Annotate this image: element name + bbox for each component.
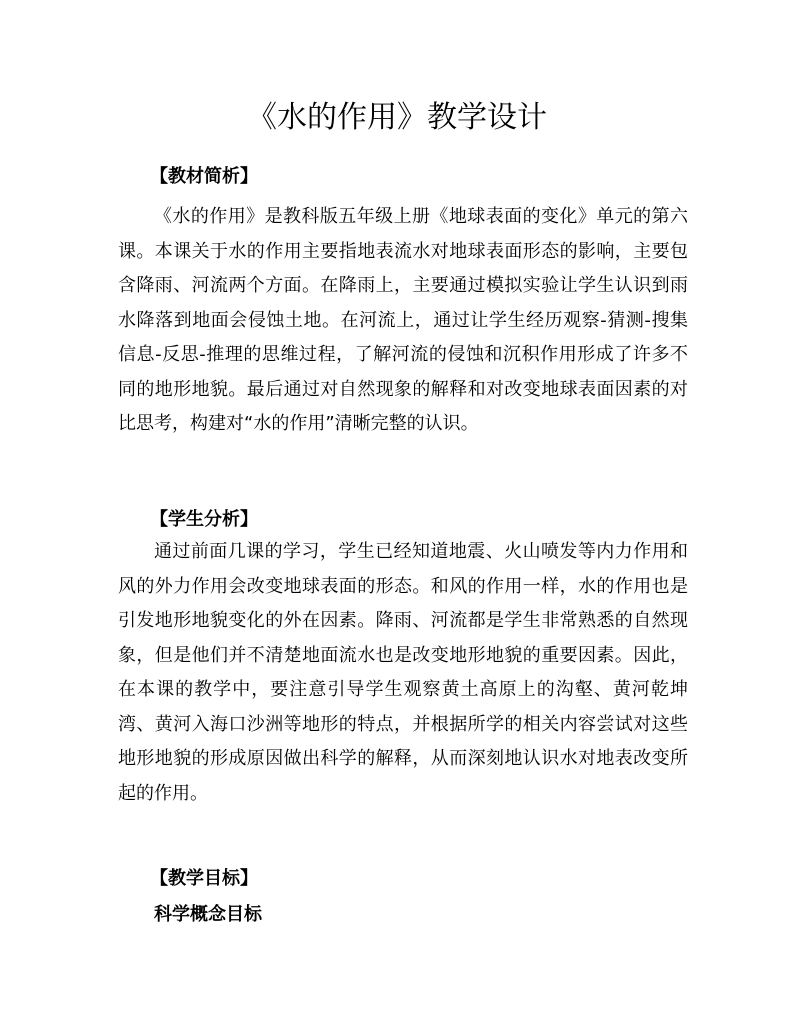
section-subheading: 科学概念目标: [154, 904, 262, 925]
section-heading: 【教材简析】: [150, 166, 258, 187]
section-paragraph: 《水的作用》是教科版五年级上册《地球表面的变化》单元的第六课。本课关于水的作用主要指地表流水对地球表面形态的影响，主要包含降雨、河流两个方面。在降雨上，主要通过模拟实验让学生认识到雨水降落到地面会侵蚀土地。在河流上，通过让学生经历观察-猜测-搜集信息-反思-推理的思维过程，了解河流的侵蚀和沉积作用形成了许多不同的地形地貌。最后通过对自然现象的解释和对改变地球表面因素的对比思考，构建对“水的作用”清晰完整的认识。: [118, 206, 688, 434]
section-paragraph: 通过前面几课的学习，学生已经知道地震、火山喷发等内力作用和风的外力作用会改变地球表面的形态。和风的作用一样，水的作用也是引发地形地貌变化的外在因素。降雨、河流都是学生非常熟悉的自然现象，但是他们并不清楚地面流水也是改变地形地貌的重要因素。因此，在本课的教学中，要注意引导学生观察黄土高原上的沟壑、黄河乾坤湾、黄河入海口沙洲等地形的特点，并根据所学的相关内容尝试对这些地形地貌的形成原因做出科学的解释，从而深刻地认识水对地表改变所起的作用。: [118, 541, 688, 804]
document-title: 《水的作用》教学设计: [247, 100, 547, 135]
section-heading: 【学生分析】: [150, 509, 258, 530]
section-heading: 【教学目标】: [150, 868, 258, 889]
